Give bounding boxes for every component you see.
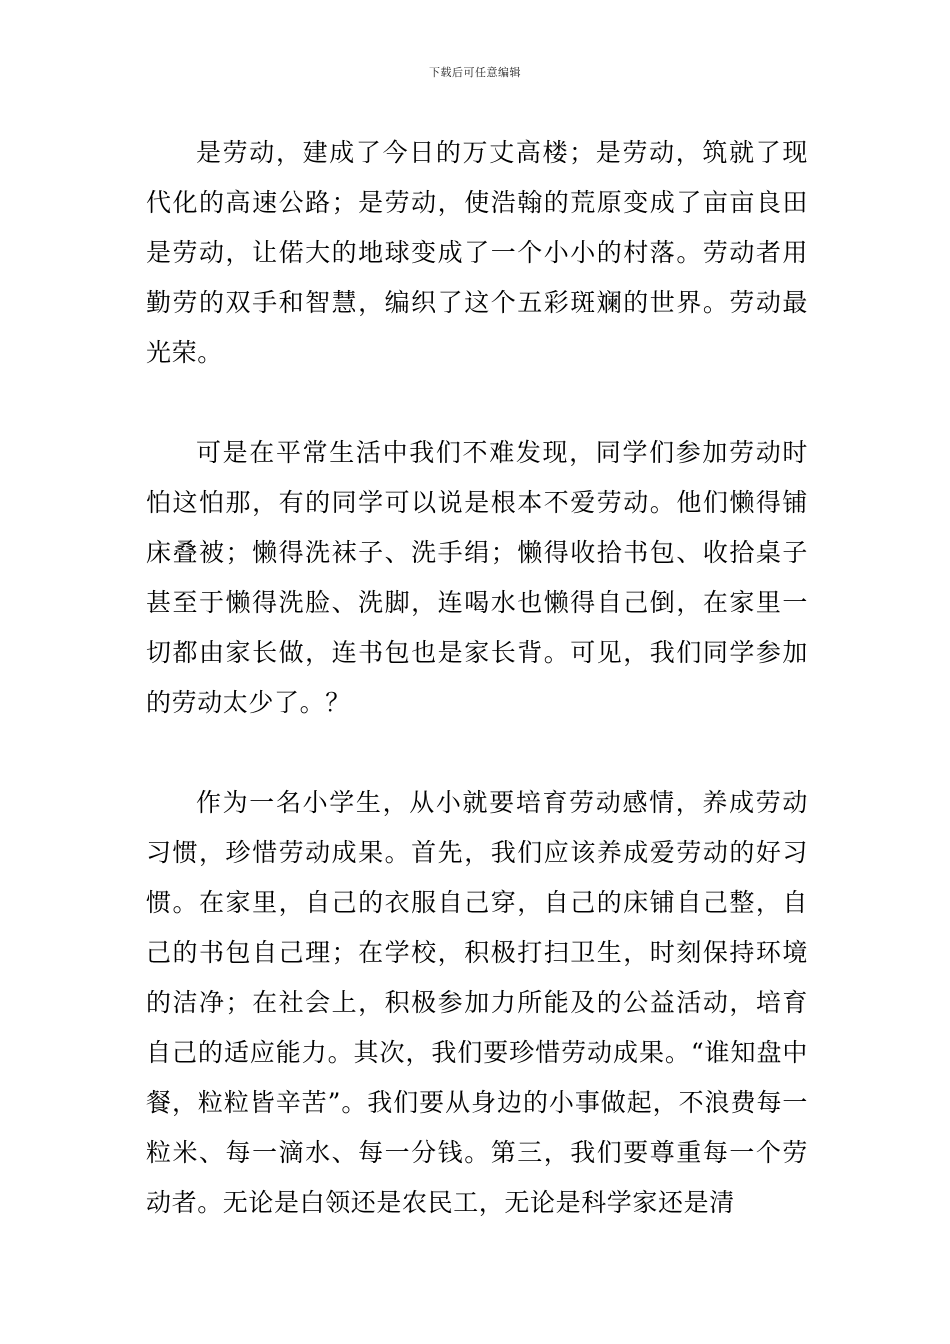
document-body bbox=[146, 128, 808, 1228]
paragraph-2: 可是在平常生活中我们不难发现，同学们参加劳动时怕这怕那，有的同学可以说是根本不爱劳动。他们懒得铺床叠被；懒得洗袜子、洗手绢；懒得收拾书包、收拾桌子甚至于懒得洗脸、洗脚，连喝水也懒得自己倒，在家里一切都由家长做，连书包也是家长背。可见，我们同学参加的劳动太少了。？ bbox=[146, 438, 808, 717]
paragraph-1: 是劳动，建成了今日的万丈高楼；是劳动，筑就了现代化的高速公路；是劳动，使浩翰的荒原变成了亩亩良田是劳动，让偌大的地球变成了一个小小的村落。劳动者用勤劳的双手和智慧，编织了这个五彩斑斓的世界。劳动最光荣。 bbox=[146, 138, 808, 367]
header-note: 下载后可任意编辑 bbox=[429, 66, 521, 79]
paragraph-3: 作为一名小学生，从小就要培育劳动感情，养成劳动习惯，珍惜劳动成果。首先，我们应该养成爱劳动的好习惯。在家里，自己的衣服自己穿，自己的床铺自己整，自己的书包自己理；在学校，积极打扫卫生，时刻保持环境的洁净；在社会上，积极参加力所能及的公益活动，培育自己的适应能力。其次，我们要珍惜劳动成果。“谁知盘中餐，粒粒皆辛苦”。我们要从身边的小事做起，不浪费每一粒米、每一滴水、每一分钱。第三，我们要尊重每一个劳动者。无论是白领还是农民工，无论是科学家还是清 bbox=[146, 788, 808, 1217]
